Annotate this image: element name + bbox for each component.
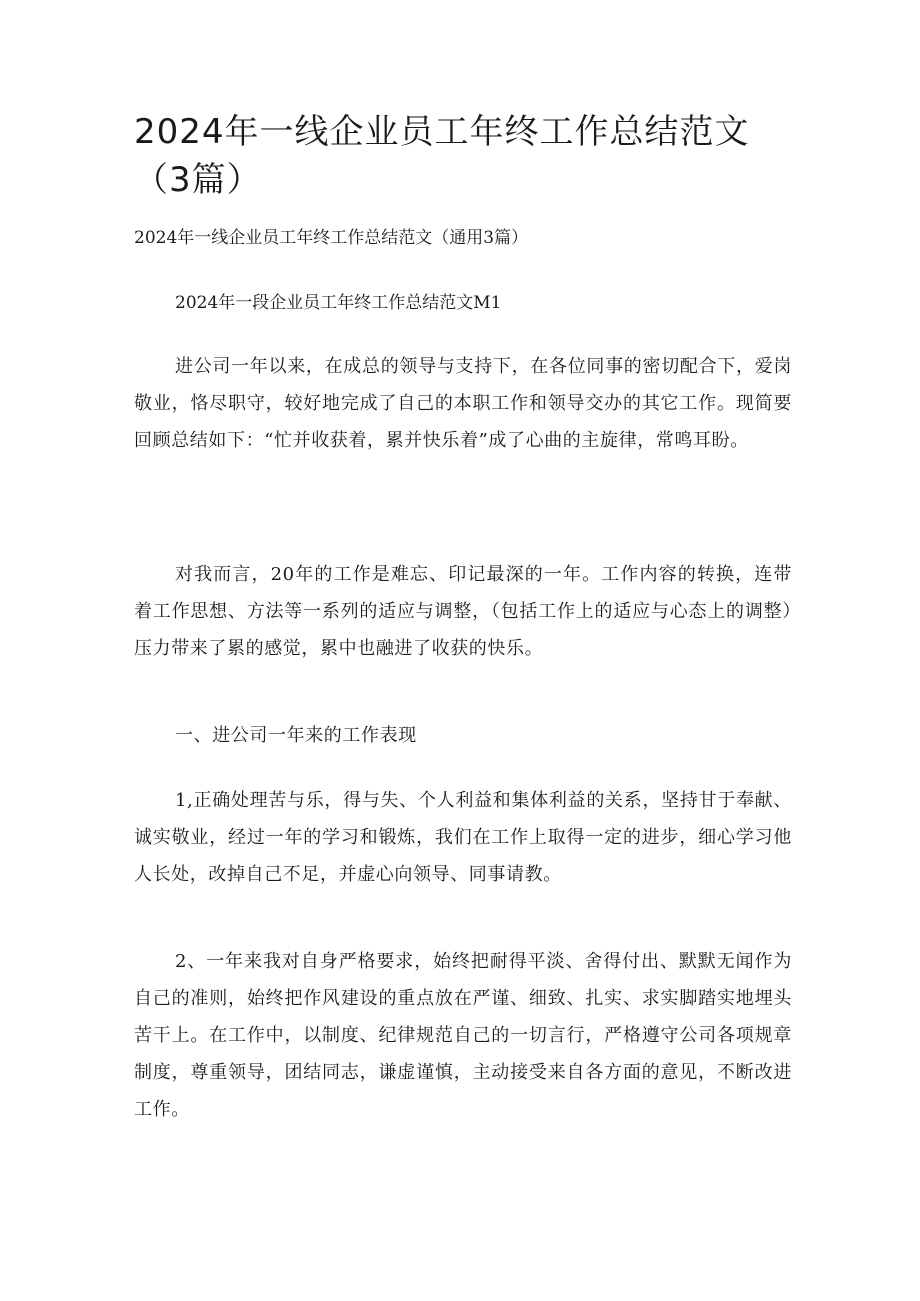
document-title: 2024年一线企业员工年终工作总结范文（3篇） <box>134 112 750 200</box>
paragraph-point-1: 1,正确处理苦与乐，得与失、个人利益和集体利益的关系，坚持甘于奉献、诚实敬业，经过一年的学习和锻炼，我们在工作上取得一定的进步，细心学习他人长处，改掉自己不足，并虚心向领导、同事请教。 <box>134 790 792 885</box>
document-subtitle: 2024年一线企业员工年终工作总结范文（通用3篇） <box>134 228 529 248</box>
section-title: 2024年一段企业员工年终工作总结范文M1 <box>175 293 502 313</box>
paragraph-reflection: 对我而言，20年的工作是难忘、印记最深的一年。工作内容的转换，连带着工作思想、方法等一系列的适应与调整，（包括工作上的适应与心态上的调整）压力带来了累的感觉，累中也融进了收获的快乐。 <box>134 564 792 659</box>
paragraph-intro: 进公司一年以来，在成总的领导与支持下，在各位同事的密切配合下，爱岗敬业，恪尽职守，较好地完成了自己的本职工作和领导交办的其它工作。现简要回顾总结如下：“忙并收获着，累并快乐着”成了心曲的主旋律，常鸣耳盼。 <box>134 356 792 451</box>
paragraph-point-2: 2、一年来我对自身严格要求，始终把耐得平淡、舍得付出、默默无闻作为自己的准则，始终把作风建设的重点放在严谨、细致、扎实、求实脚踏实地埋头苦干上。在工作中，以制度、纪律规范自己的一切言行，严格遵守公司各项规章制度，尊重领导，团结同志，谦虚谨慎，主动接受来自各方面的意见，不断改进工作。 <box>134 951 792 1120</box>
heading-work-performance: 一、进公司一年来的工作表现 <box>175 725 417 746</box>
